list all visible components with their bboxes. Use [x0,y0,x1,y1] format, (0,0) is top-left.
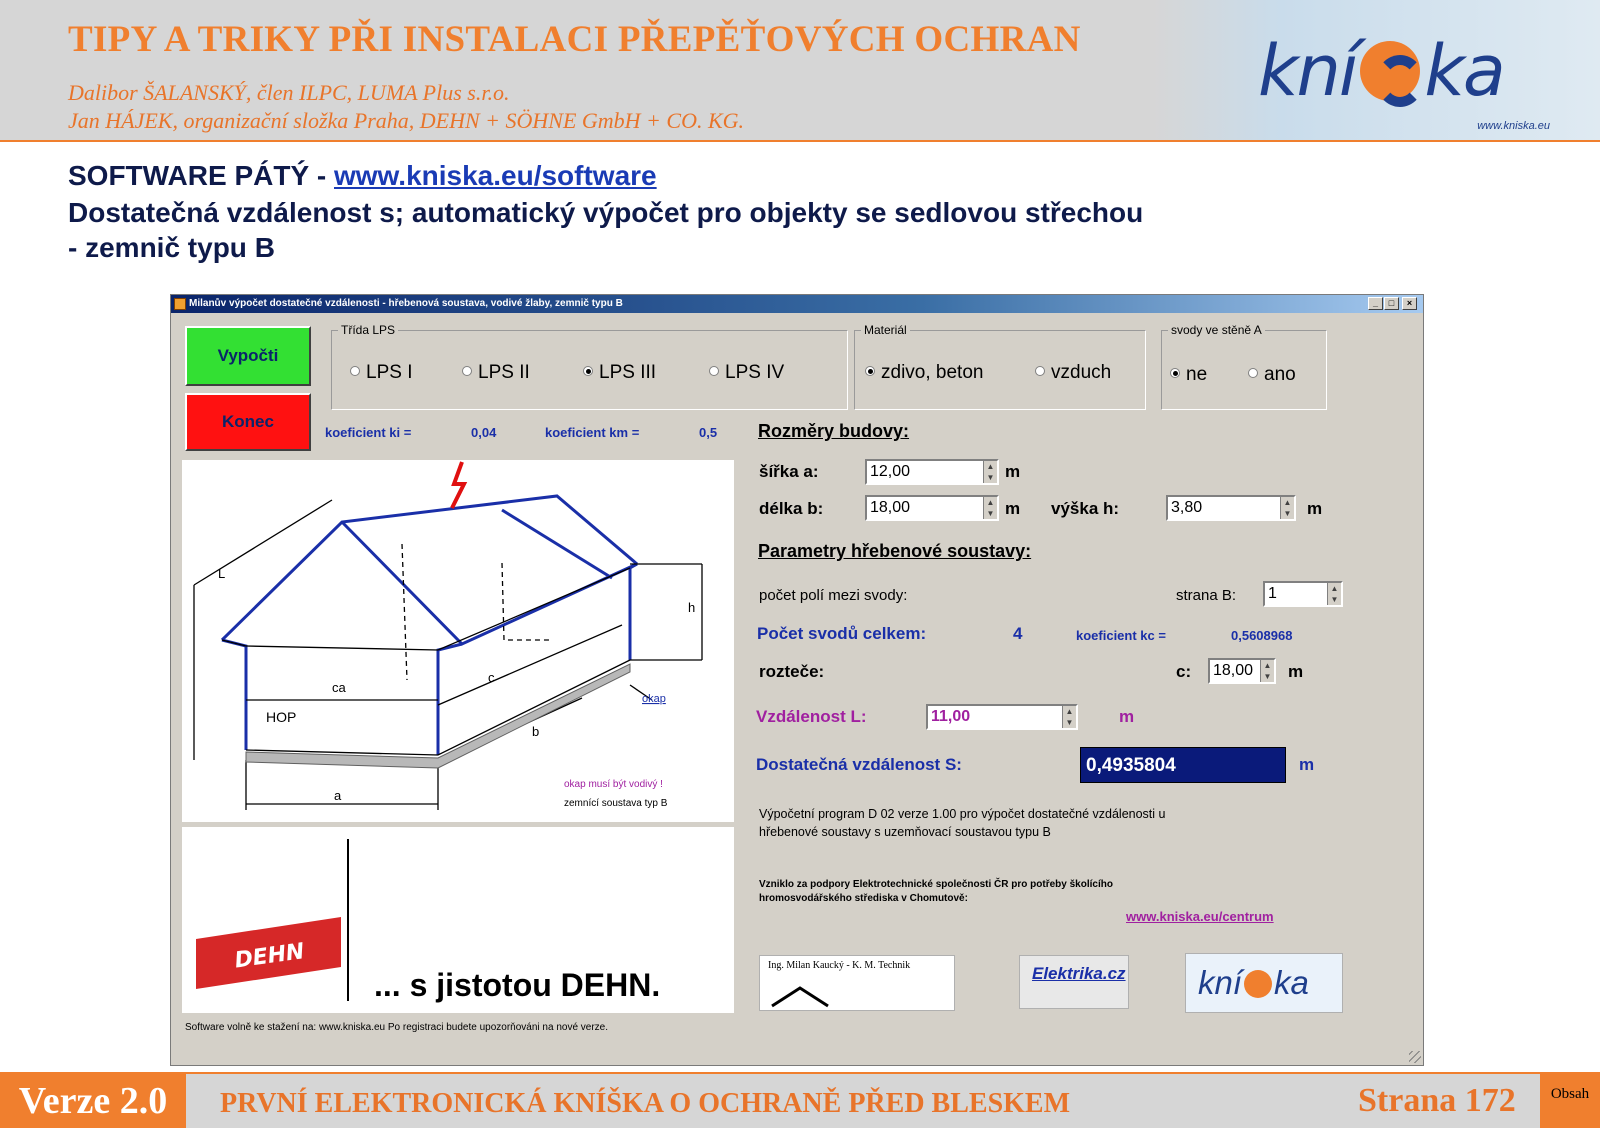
resize-grip-icon[interactable] [1409,1051,1421,1063]
radio-material-air[interactable] [1035,362,1111,384]
distance-l-input[interactable] [926,704,1078,730]
dehn-logo [196,917,341,989]
logo-text-left: kní [1258,30,1357,112]
building-dimensions-heading: Rozměry budovy: [758,421,910,441]
ki-value: 0,04 [471,425,497,440]
radio-checked-icon [1170,368,1180,378]
c-value: 18,00 [1213,662,1254,679]
maximize-button[interactable]: □ [1384,297,1399,310]
radio-label: LPS IV [725,362,785,383]
label-h: h [688,600,696,615]
material-legend: Materiál [864,323,907,337]
radio-label: vzduch [1051,362,1112,383]
c-unit: m [1288,662,1304,681]
radio-lps-1[interactable] [350,362,412,384]
label-c: c [488,670,495,685]
radio-checked-icon [865,366,875,376]
radio-label: ne [1186,364,1208,385]
radio-circle-icon [709,366,719,376]
distance-l-unit: m [1119,707,1135,726]
sponsor-kaucky-text: Ing. Milan Kaucký - K. M. Technik [768,960,911,971]
total-downconductors-value: 4 [1013,624,1023,643]
dehn-advert [182,827,734,1013]
radio-label: LPS III [599,362,657,383]
spinner-arrows-icon[interactable]: ▲ ▼ [983,461,997,483]
kc-value: 0,5608968 [1231,628,1293,643]
length-unit: m [1005,499,1021,518]
width-input[interactable] [865,459,999,485]
app-icon [174,298,186,310]
radio-label: ano [1264,364,1296,385]
radio-circle-icon [350,366,360,376]
radio-svody-yes[interactable] [1248,364,1296,386]
km-value: 0,5 [699,425,718,440]
label-a: a [334,788,342,803]
ki-label: koeficient ki = [325,425,412,440]
side-b-value: 1 [1268,585,1277,602]
logo-url: www.kniska.eu [1477,120,1550,132]
separation-distance-label: Dostatečná vzdálenost S: [756,755,962,774]
window-titlebar[interactable] [171,295,1423,313]
close-button[interactable]: × [1402,297,1417,310]
distance-l-label: Vzdálenost L: [756,707,867,726]
support-info: Vzniklo za podpory Elektrotechnické společnosti ČR pro potřeby školícího hromosvodářského střediska v Chomutově: [759,879,1113,904]
minimize-button[interactable]: _ [1368,297,1383,310]
program-info: Výpočetní program D 02 verze 1.00 pro výpočet dostatečné vzdálenosti u hřebenové soustavy s uzemňovací soustavou typu B [759,807,1166,839]
sponsor-elektrika-text: Elektrika.cz [1032,964,1126,983]
length-label: délka b: [759,499,824,518]
separation-distance-unit: m [1299,755,1315,774]
radio-circle-icon [1248,368,1258,378]
c-input[interactable] [1208,658,1276,684]
dehn-slogan: ... s jistotou DEHN. [374,967,661,1003]
download-note: Software volně ke stažení na: www.kniska.eu Po registraci budete upozorňováni na nové verze. [185,1022,609,1033]
logo-s-icon [1360,41,1420,101]
slide-heading-2: Dostatečná vzdálenost s; automatický výpočet pro objekty se sedlovou střechou [68,197,1144,228]
software-link[interactable]: www.kniska.eu/software [334,160,657,191]
sponsor-kniska-right: ka [1274,964,1309,1001]
heading-1-prefix: SOFTWARE PÁTÝ - [68,160,334,191]
version-badge: Verze 2.0 [0,1074,186,1128]
radio-label: LPS II [478,362,530,383]
building-diagram [182,460,734,822]
radio-circle-icon [462,366,472,376]
width-label: šířka a: [759,462,819,481]
height-input[interactable] [1166,495,1296,521]
author-line-1: Dalibor ŠALANSKÝ, člen ILPC, LUMA Plus s.r.o. [68,80,510,105]
material-group [854,323,1146,410]
ridge-parameters-heading: Parametry hřebenové soustavy: [758,541,1032,561]
kc-label: koeficient kc = [1076,628,1166,643]
radio-label: zdivo, beton [881,362,984,383]
label-okap: okap [642,693,666,705]
length-input[interactable] [865,495,999,521]
c-label: c: [1176,662,1192,681]
side-b-label: strana B: [1176,587,1237,604]
roof-icon [770,986,830,1008]
spinner-arrows-icon[interactable]: ▲ ▼ [983,497,997,519]
slide-heading-3: - zemnič typu B [68,232,275,263]
km-label: koeficient km = [545,425,640,440]
spinner-arrows-icon[interactable]: ▲ ▼ [1280,497,1294,519]
radio-material-concrete[interactable] [865,362,983,384]
radio-lps-4[interactable] [709,362,784,384]
radio-checked-icon [583,366,593,376]
length-value: 18,00 [870,499,911,516]
dehn-logo-text: DEHN [233,939,307,974]
fields-between-label: počet polí mezi svody: [759,587,908,604]
label-b: b [532,724,540,739]
width-unit: m [1005,462,1021,481]
separation-distance-output: 0,4935804 [1080,747,1286,783]
radio-circle-icon [1035,366,1045,376]
radio-label: LPS I [366,362,413,383]
radio-lps-3[interactable] [583,362,656,384]
side-b-input[interactable] [1263,581,1343,607]
radio-svody-no[interactable] [1170,364,1207,386]
kniska-logo [1240,8,1570,136]
distance-l-value: 11,00 [931,708,971,725]
page-number: Strana 172 [1358,1082,1516,1119]
lps-legend: Třída LPS [341,323,396,337]
label-L: L [218,566,226,581]
author-line-2: Jan HÁJEK, organizační složka Praha, DEHN + SÖHNE GmbH + CO. KG. [68,108,745,133]
lps-class-group [331,323,848,410]
label-ca: ca [332,680,346,695]
label-hop: HOP [266,709,297,725]
downconductor-wall-group [1161,323,1327,410]
note-earthing-type-b: zemnící soustava typ B [564,798,668,809]
radio-lps-2[interactable] [462,362,530,384]
sponsor-elektrika[interactable] [1019,955,1129,1009]
app-window [170,294,1424,1066]
slide-heading-1 [68,160,657,192]
total-downconductors-label: Počet svodů celkem: [757,624,927,643]
spinner-arrows-icon[interactable]: ▲ ▼ [1327,583,1341,605]
kniska-s-icon [1244,970,1272,998]
spacing-label: rozteče: [759,662,825,681]
slide-footer [0,1072,1600,1128]
spinner-arrows-icon[interactable]: ▲ ▼ [1260,660,1274,682]
width-value: 12,00 [870,463,911,480]
note-conductive-gutter: okap musí být vodivý ! [564,779,663,790]
advert-divider [347,839,349,1001]
spinner-arrows-icon[interactable]: ▲ ▼ [1062,706,1076,728]
book-title: PRVNÍ ELEKTRONICKÁ KNÍŠKA O OCHRANĚ PŘED BLESKEM [220,1088,1071,1119]
logo-text-right: ka [1424,30,1504,112]
height-label: výška h: [1051,499,1120,518]
slide-header [0,0,1600,142]
exit-button[interactable]: Konec [185,393,311,451]
building-drawing [182,460,734,822]
height-value: 3,80 [1171,499,1203,516]
calculate-button[interactable]: Vypočti [185,326,311,386]
sponsor-kniska[interactable] [1185,953,1343,1013]
contents-button[interactable]: Obsah [1540,1074,1600,1128]
sponsor-kaucky[interactable] [759,955,955,1011]
slide-title: TIPY A TRIKY PŘI INSTALACI PŘEPĚŤOVÝCH OCHRAN [68,19,1081,60]
sponsor-kniska-left: kní [1198,964,1243,1001]
window-title: Milanův výpočet dostatečné vzdálenosti - hřebenová soustava, vodivé žlaby, zemnič typu B [189,298,623,309]
centrum-link[interactable]: www.kniska.eu/centrum [1126,909,1274,924]
svody-legend: svody ve stěně A [1171,323,1262,337]
height-unit: m [1307,499,1323,518]
